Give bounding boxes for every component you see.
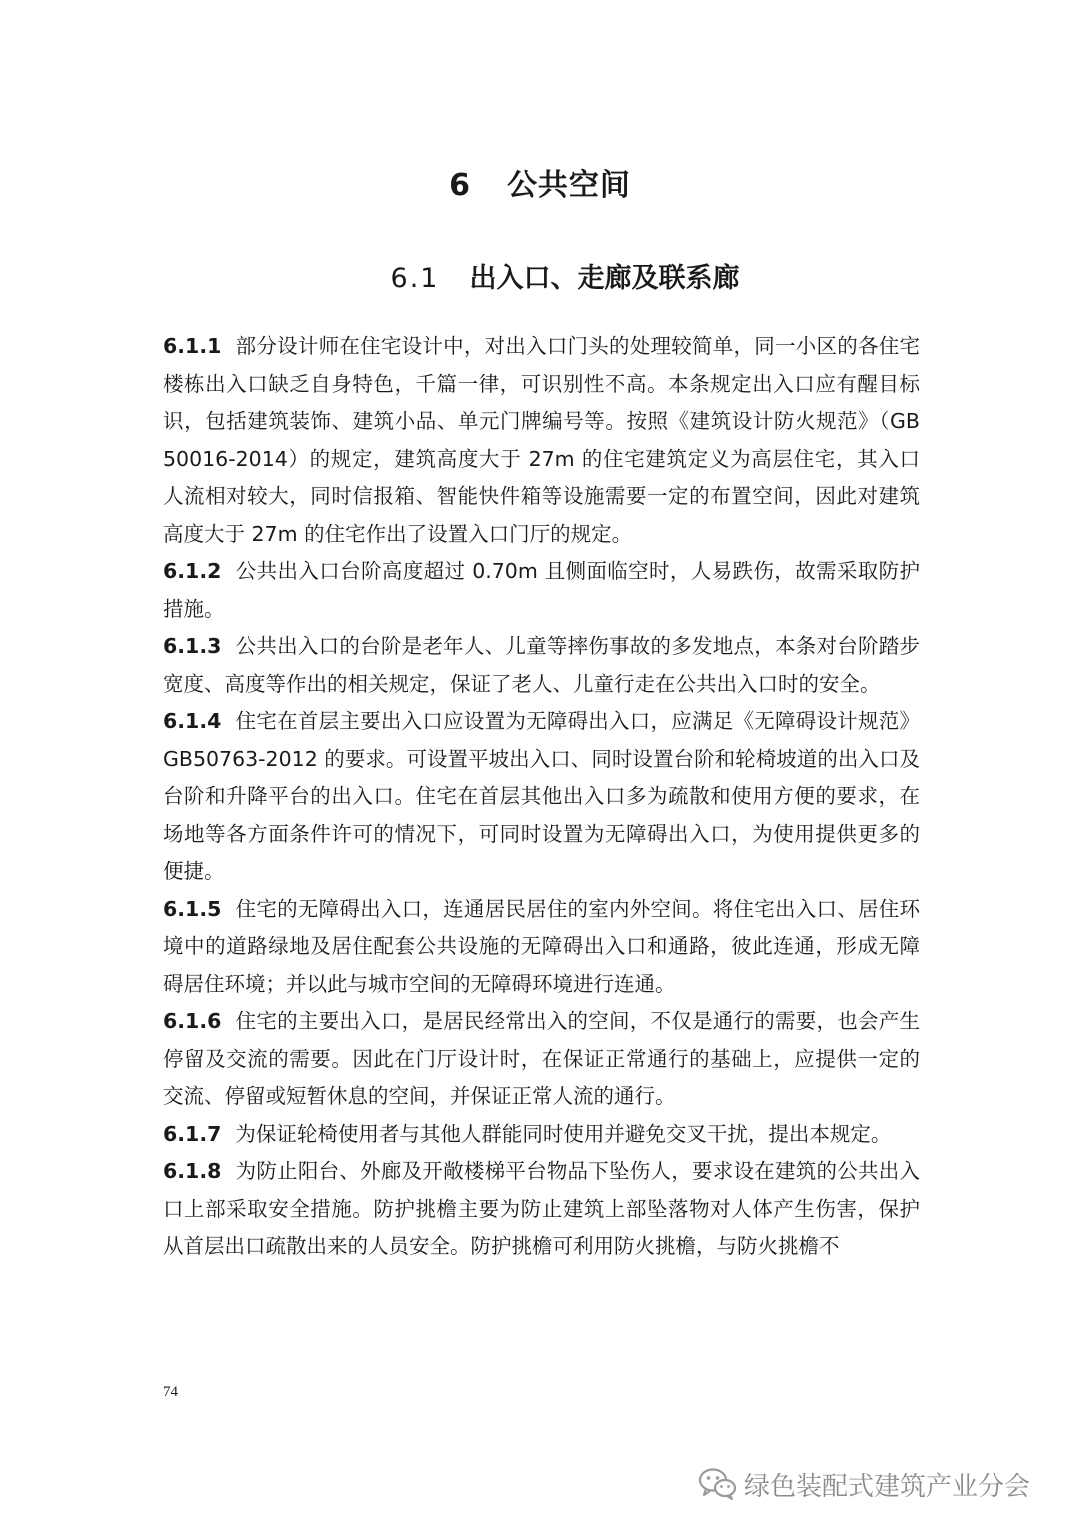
clause bbox=[163, 1003, 920, 1116]
clause-text: 为防止阳台、外廊及开敞楼梯平台物品下坠伤人，要求设在建筑的公共出入口上部采取安全措施。防护挑檐主要为防止建筑上部坠落物对人体产生伤害，保护从首层出口疏散出来的人员安全。防护挑檐可利用防火挑檐，与防火挑檐不 bbox=[163, 1159, 920, 1258]
page-number: 74 bbox=[163, 1384, 178, 1400]
clause bbox=[163, 891, 920, 1004]
chapter-title bbox=[0, 160, 1080, 204]
watermark bbox=[698, 1462, 1058, 1506]
clause bbox=[163, 628, 920, 703]
clause-text: 公共出入口的台阶是老年人、儿童等摔伤事故的多发地点，本条对台阶踏步宽度、高度等作出的相关规定，保证了老人、儿童行走在公共出入口时的安全。 bbox=[163, 634, 920, 696]
clause-text: 公共出入口台阶高度超过 0.70m 且侧面临空时，人易跌伤，故需采取防护措施。 bbox=[163, 559, 920, 621]
clause-number: 6.1.5 bbox=[163, 896, 222, 921]
clause-text: 住宅的主要出入口，是居民经常出入的空间，不仅是通行的需要，也会产生停留及交流的需要。因此在门厅设计时，在保证正常通行的基础上，应提供一定的交流、停留或短暂休息的空间，并保证正常人流的通行。 bbox=[163, 1009, 920, 1108]
clause bbox=[163, 703, 920, 891]
chapter-number: 6 bbox=[449, 168, 471, 203]
clause-number: 6.1.7 bbox=[163, 1121, 222, 1146]
clause bbox=[163, 553, 920, 628]
clause-number: 6.1.6 bbox=[163, 1009, 222, 1033]
clause-text: 部分设计师在住宅设计中，对出入口门头的处理较简单，同一小区的各住宅楼栋出入口缺乏自身特色，千篇一律，可识别性不高。本条规定出入口应有醒目标识，包括建筑装饰、建筑小品、单元门牌编号等。按照《建筑设计防火规范》（GB 50016-2014）的规定，建筑高度大于 27m 的住宅建筑定义为高层住宅，其入口人流相对较大，同时信报箱、智能快件箱等设施需要一定的布置空间，因此对建筑高度大于 27m 的住宅作出了设置入口门厅的规定。 bbox=[163, 334, 920, 546]
clause bbox=[163, 1116, 920, 1154]
wechat-icon bbox=[698, 1467, 738, 1501]
clause-list bbox=[163, 328, 920, 1266]
section-title-text: 出入口、走廊及联系廊 bbox=[469, 263, 740, 294]
clause-number: 6.1.8 bbox=[163, 1159, 222, 1183]
clause-text: 住宅的无障碍出入口，连通居民居住的室内外空间。将住宅出入口、居住环境中的道路绿地及居住配套公共设施的无障碍出入口和通路，彼此连通，形成无障碍居住环境；并以此与城市空间的无障碍环境进行连通。 bbox=[163, 896, 920, 996]
clause-number: 6.1.1 bbox=[163, 334, 222, 358]
clause-text: 为保证轮椅使用者与其他人群能同时使用并避免交叉干扰，提出本规定。 bbox=[235, 1121, 892, 1146]
chapter-title-text: 公共空间 bbox=[506, 168, 631, 203]
section-number: 6.1 bbox=[390, 263, 440, 294]
clause bbox=[163, 328, 920, 553]
clause-number: 6.1.2 bbox=[163, 559, 222, 583]
clause-text: 住宅在首层主要出入口应设置为无障碍出入口，应满足《无障碍设计规范》GB50763-2012 的要求。可设置平坡出入口、同时设置台阶和轮椅坡道的出入口及台阶和升降平台的出入口。住宅在首层其他出入口多为疏散和使用方便的要求，在场地等各方面条件许可的情况下，可同时设置为无障碍出入口，为使用提供更多的便捷。 bbox=[163, 709, 920, 883]
watermark-text: 绿色装配式建筑产业分会 bbox=[744, 1471, 1031, 1502]
clause-number: 6.1.4 bbox=[163, 709, 222, 733]
clause bbox=[163, 1153, 920, 1266]
clause-number: 6.1.3 bbox=[163, 634, 222, 658]
section-title bbox=[0, 256, 1080, 295]
